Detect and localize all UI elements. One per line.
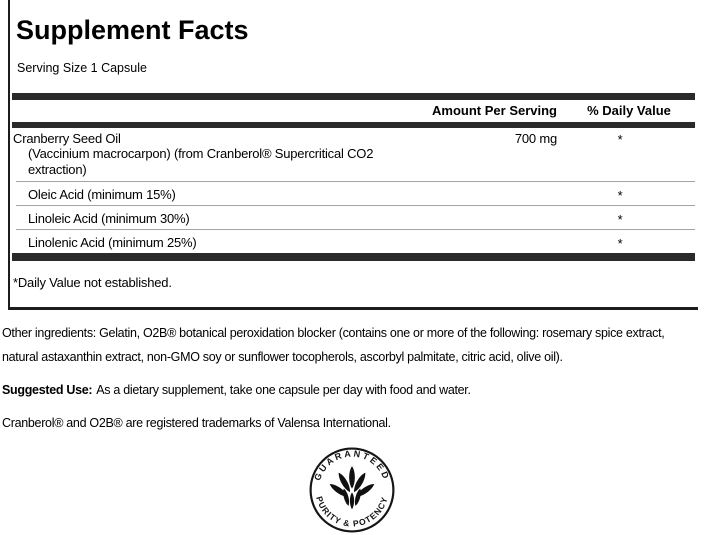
label-bottom-rule — [8, 307, 698, 310]
seal-bottom-text: PURITY & POTENCY — [314, 495, 390, 529]
serving-size: Serving Size 1 Capsule — [17, 61, 147, 75]
other-ingredients-paragraph: Other ingredients: Gelatin, O2B® botanical peroxidation blocker (contains one or more of the following: rosemary spice extract, natural astaxanthin extract, non-GMO soy or sunflower tocopherols, ascorbyl palmitate, citric acid, olive oil). — [2, 326, 665, 364]
suggested-use-text: As a dietary supplement, take one capsule per day with food and water. — [96, 383, 471, 397]
seal-top-text: GUARANTEED — [312, 448, 392, 483]
thick-divider-header — [12, 122, 695, 128]
row-separator — [16, 181, 695, 182]
row-separator — [16, 205, 695, 206]
ingredient-name: Cranberry Seed Oil — [13, 131, 121, 146]
daily-value-footnote: *Daily Value not established. — [13, 275, 172, 290]
seal-graphic — [307, 445, 397, 535]
purity-potency-seal — [307, 445, 397, 535]
ingredient-daily-value: * — [617, 132, 623, 147]
trademark-note: Cranberol® and O2B® are registered trademarks of Valensa International. — [2, 416, 391, 430]
ingredient-daily-value: * — [617, 236, 623, 251]
column-header-daily-value: % Daily Value — [587, 103, 671, 118]
ingredient-name: Linolenic Acid (minimum 25%) — [28, 235, 197, 250]
row-separator — [16, 229, 695, 230]
suggested-use-paragraph — [2, 378, 702, 402]
label-title: Supplement Facts — [16, 15, 249, 45]
label-left-border — [8, 0, 10, 310]
column-header-amount: Amount Per Serving — [432, 103, 557, 118]
thick-divider-top — [12, 93, 695, 100]
ingredient-name: Linoleic Acid (minimum 30%) — [28, 211, 190, 226]
ingredient-detail: (Vaccinium macrocarpon) (from Cranberol® Supercritical CO2 extraction) — [28, 146, 374, 177]
ingredient-name: Oleic Acid (minimum 15%) — [28, 187, 176, 202]
ingredient-amount: 700 mg — [514, 131, 557, 146]
thick-divider-bottom — [12, 253, 695, 261]
ingredient-daily-value: * — [617, 188, 623, 203]
suggested-use-label: Suggested Use: — [2, 383, 93, 397]
ingredient-daily-value: * — [617, 212, 623, 227]
